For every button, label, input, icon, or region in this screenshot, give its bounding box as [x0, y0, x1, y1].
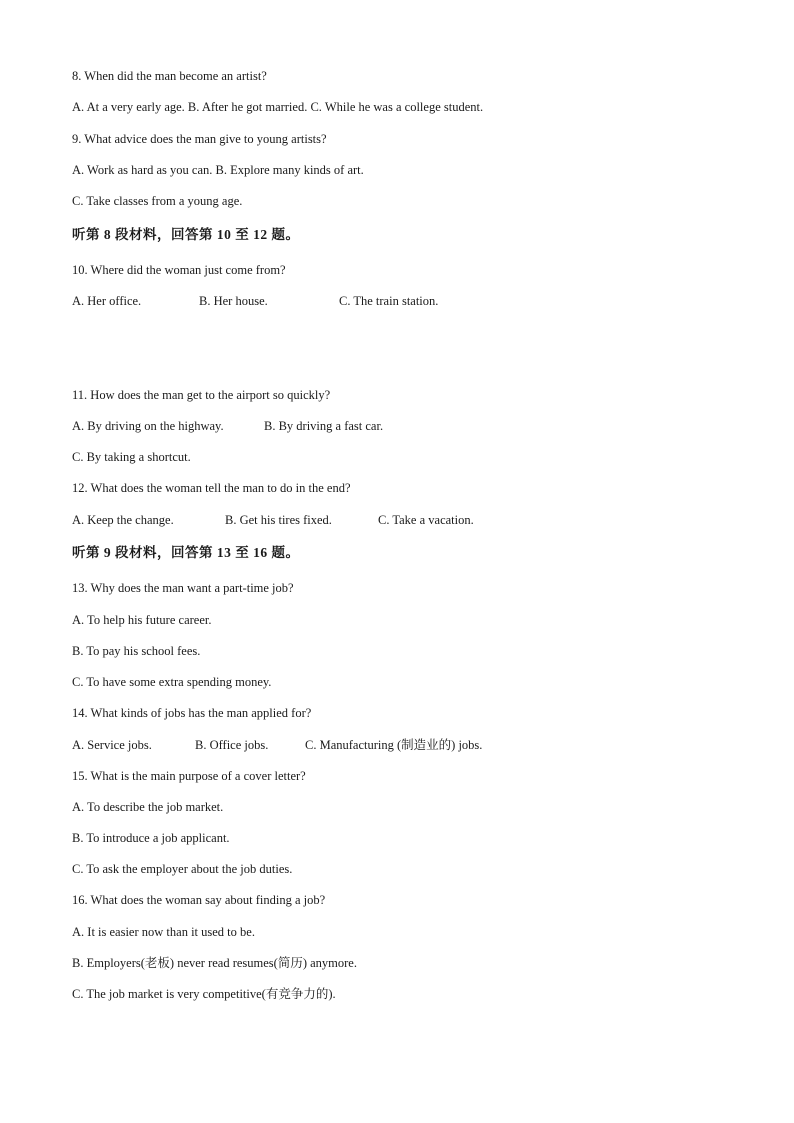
question-12-stem: 12. What does the woman tell the man to do in the end?	[72, 481, 351, 495]
question-10-options	[72, 293, 438, 309]
question-15-option-a: A. To describe the job market.	[72, 800, 224, 814]
question-13-option-a: A. To help his future career.	[72, 613, 212, 627]
question-14-stem: 14. What kinds of jobs has the man applied for?	[72, 706, 312, 720]
question-11-option-c: C. By taking a shortcut.	[72, 450, 191, 464]
question-16-option-c: C. The job market is very competitive(有竞争力的).	[72, 987, 336, 1001]
question-15-stem: 15. What is the main purpose of a cover letter?	[72, 769, 306, 783]
question-12-options	[72, 512, 474, 528]
question-8-options: A. At a very early age. B. After he got married. C. While he was a college student.	[72, 100, 484, 114]
question-14-options	[72, 737, 482, 753]
option-c: C. The train station.	[339, 294, 439, 308]
question-8-stem: 8. When did the man become an artist?	[72, 69, 267, 83]
question-13-option-b: B. To pay his school fees.	[72, 644, 201, 658]
option-c: C. Manufacturing (制造业的) jobs.	[305, 738, 483, 752]
question-9-option-c: C. Take classes from a young age.	[72, 194, 243, 208]
question-9-options-ab: A. Work as hard as you can. B. Explore many kinds of art.	[72, 163, 364, 177]
question-15-option-b: B. To introduce a job applicant.	[72, 831, 230, 845]
question-11-stem: 11. How does the man get to the airport so quickly?	[72, 388, 331, 402]
option-a: A. Service jobs.	[72, 738, 152, 752]
question-13-option-c: C. To have some extra spending money.	[72, 675, 272, 689]
option-a: A. Her office.	[72, 294, 142, 308]
question-9-stem: 9. What advice does the man give to young artists?	[72, 132, 327, 146]
option-b: B. Office jobs.	[195, 738, 269, 752]
option-a: A. By driving on the highway.	[72, 419, 224, 433]
question-16-stem: 16. What does the woman say about finding a job?	[72, 893, 326, 907]
question-15-option-c: C. To ask the employer about the job duties.	[72, 862, 293, 876]
section-9-heading: 听第 9 段材料，回答第 13 至 16 题。	[72, 545, 300, 560]
option-b: B. By driving a fast car.	[264, 419, 384, 433]
option-a: A. Keep the change.	[72, 513, 174, 527]
option-c: C. Take a vacation.	[378, 513, 474, 527]
question-16-option-a: A. It is easier now than it used to be.	[72, 925, 255, 939]
question-11-options-ab	[72, 418, 383, 434]
option-b: B. Her house.	[199, 294, 268, 308]
section-8-heading: 听第 8 段材料，回答第 10 至 12 题。	[72, 227, 300, 242]
question-10-stem: 10. Where did the woman just come from?	[72, 263, 286, 277]
question-16-option-b: B. Employers(老板) never read resumes(简历) anymore.	[72, 956, 357, 970]
option-b: B. Get his tires fixed.	[225, 513, 332, 527]
question-13-stem: 13. Why does the man want a part-time job?	[72, 581, 294, 595]
